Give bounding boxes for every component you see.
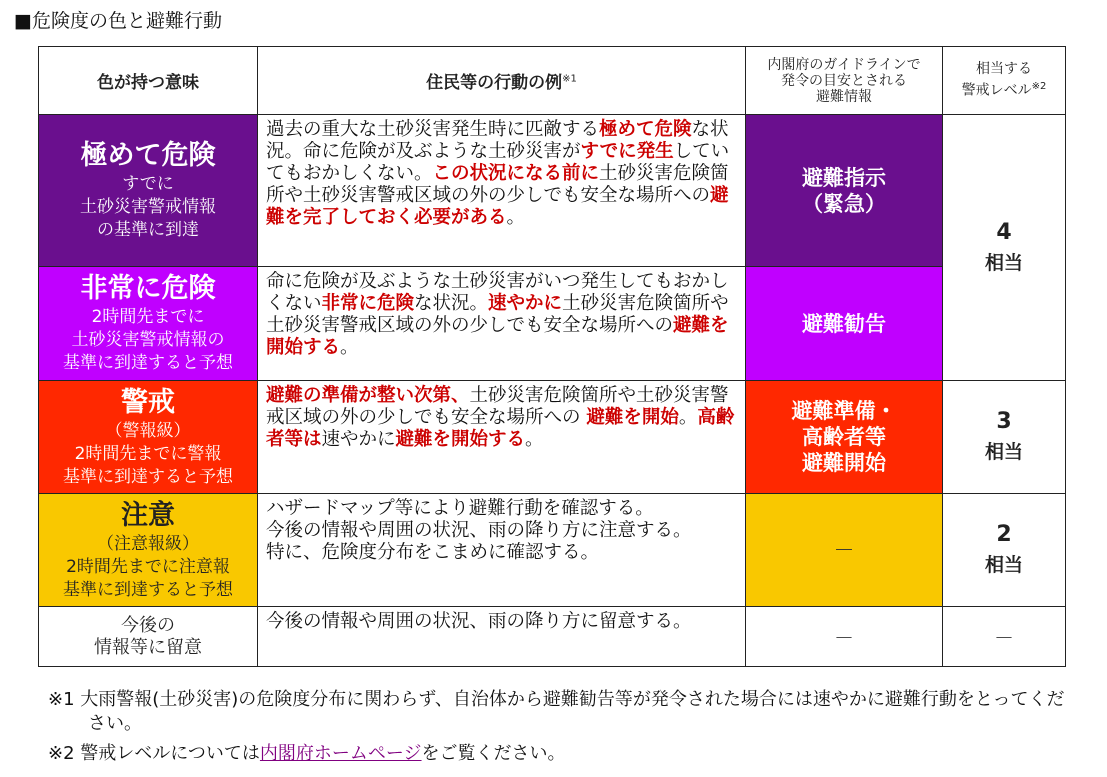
meaning-very-sub3: 基準に到達すると予想: [63, 353, 233, 373]
actions-extreme-t3: な状況。命に危険が及ぶような土砂災害が: [266, 119, 729, 162]
meaning-caution-title: 注意: [121, 499, 175, 531]
header-meaning: 色が持つ意味: [39, 47, 258, 115]
row-extreme-danger: [39, 115, 1066, 267]
level-2: [943, 494, 1066, 607]
actions-warning-t3: 避難を開始: [586, 407, 679, 428]
meaning-very: [39, 267, 258, 381]
footnote-2-prefix: ※2 警戒レベルについては: [48, 743, 260, 764]
actions-very-t2: 非常に危険: [321, 293, 415, 314]
meaning-extreme: [39, 115, 258, 267]
meaning-none-line1: 今後の: [121, 614, 175, 636]
header-level-line2: 警戒レベル: [961, 82, 1032, 99]
actions-very-t7: 。: [340, 337, 359, 358]
level-3-number: 3: [996, 409, 1012, 434]
actions-extreme-t1: 過去の重大な土砂災害発生時に匹敵する: [266, 119, 600, 140]
meaning-caution-sub2: 2時間先までに注意報: [66, 556, 230, 577]
actions-none-t1: 今後の情報や周囲の状況、雨の降り方に留意する。: [266, 611, 692, 632]
actions-extreme-t8: 避難を完了しておく必要がある: [266, 185, 729, 228]
guide-caution-dash: －: [833, 538, 855, 562]
meaning-warning: [39, 381, 258, 494]
actions-extreme-t4: すでに発生: [580, 141, 674, 162]
actions-very-t1: 命に危険が及ぶような土砂災害がいつ発生してもおかしくない: [266, 271, 729, 314]
level-3-label: 相当: [984, 441, 1023, 463]
footnote-2: [48, 742, 1078, 766]
meaning-very-title: 非常に危険: [80, 273, 216, 304]
meaning-very-sub2: 土砂災害警戒情報の: [71, 330, 225, 350]
meaning-warning-title: 警戒: [121, 386, 175, 418]
actions-caution: [258, 494, 746, 607]
guide-warning: [746, 381, 943, 494]
header-guideline: [746, 47, 943, 115]
footnotes: [48, 688, 1078, 766]
actions-very-t3: な状況。: [414, 293, 489, 314]
actions-caution-t3: 特に、危険度分布をこまめに確認する。: [266, 542, 600, 563]
risk-level-table: [38, 46, 1066, 667]
actions-none: [258, 607, 746, 667]
guide-extreme-line2: （緊急）: [802, 191, 886, 216]
meaning-caution-sub3: 基準に到達すると予想: [63, 579, 233, 600]
meaning-caution: [39, 494, 258, 607]
meaning-extreme-title: 極めて危険: [80, 140, 216, 171]
meaning-extreme-sub1: すでに: [122, 174, 174, 194]
guide-warning-line3: 避難開始: [802, 451, 886, 475]
actions-warning-t6: 速やかに: [321, 429, 396, 450]
meaning-none: [39, 607, 258, 667]
guide-extreme: [746, 115, 943, 267]
header-level-note: ※2: [1031, 81, 1047, 93]
meaning-extreme-sub2: 土砂災害警戒情報: [80, 197, 216, 217]
level-none-dash: －: [994, 626, 1014, 650]
meaning-caution-sub1: （注意報級）: [97, 533, 199, 554]
guide-extreme-line1: 避難指示: [802, 165, 886, 190]
guide-caution: [746, 494, 943, 607]
actions-extreme-t5: していてもおかしくない。: [266, 141, 730, 184]
footnote-2-suffix: をご覧ください。: [421, 743, 566, 764]
level-4: [943, 115, 1066, 381]
actions-warning-t5: 高齢者等は: [266, 407, 735, 450]
footnote-1: ※1 大雨警報(土砂災害)の危険度分布に関わらず、自治体から避難勧告等が発令された場合には速やかに避難行動をとってください。: [48, 689, 1065, 734]
header-actions-label: 住民等の行動の例: [426, 73, 563, 93]
level-3: [943, 381, 1066, 494]
header-level-line1: 相当する: [976, 61, 1032, 78]
row-caution: [39, 494, 1066, 607]
level-2-label: 相当: [984, 554, 1023, 576]
meaning-extreme-sub3: の基準に到達: [97, 220, 199, 240]
header-level: [943, 47, 1066, 115]
actions-caution-t2: 今後の情報や周囲の状況、雨の降り方に注意する。: [266, 520, 692, 541]
actions-caution-t1: ハザードマップ等により避難行動を確認する。: [266, 498, 654, 519]
meaning-warning-sub1: （警報級）: [105, 420, 191, 441]
actions-extreme-t9: 。: [506, 207, 526, 228]
actions-warning-t2: 土砂災害危険箇所や土砂災害警戒区域の外の少しでも安全な場所への: [266, 385, 729, 428]
actions-very: [258, 267, 746, 381]
header-actions: [258, 47, 746, 115]
level-2-number: 2: [996, 522, 1012, 547]
header-actions-note: ※1: [562, 73, 577, 85]
guide-warning-line1: 避難準備・: [791, 399, 897, 423]
actions-warning-t1: 避難の準備が整い次第、: [266, 385, 470, 406]
guide-none: [746, 607, 943, 667]
guide-none-dash: －: [834, 626, 854, 650]
cabinet-office-link[interactable]: 内閣府ホームページ: [259, 743, 422, 764]
header-guideline-line3: 避難情報: [816, 88, 872, 105]
level-4-label: 相当: [984, 251, 1023, 274]
actions-warning-t7: 避難を開始する: [395, 429, 526, 450]
meaning-warning-sub2: 2時間先までに警報: [74, 443, 222, 464]
actions-very-t6: 避難を開始する: [266, 315, 729, 358]
actions-extreme: [258, 115, 746, 267]
meaning-very-sub1: 2時間先までに: [91, 307, 205, 327]
actions-very-t5: 土砂災害危険箇所や土砂災害警戒区域の外の少しでも安全な場所への: [266, 293, 729, 336]
level-none: [943, 607, 1066, 667]
actions-extreme-t7: 土砂災害危険箇所や土砂災害警戒区域の外の少しでも安全な場所への: [266, 163, 729, 206]
actions-very-t4: 速やかに: [488, 293, 563, 314]
actions-warning: [258, 381, 746, 494]
row-none: [39, 607, 1066, 667]
guide-very-line1: 避難勧告: [802, 311, 886, 336]
actions-warning-t4: 。: [678, 407, 698, 428]
meaning-none-line2: 情報等に留意: [94, 636, 202, 658]
header-guideline-line1: 内閣府のガイドラインで: [767, 56, 921, 73]
page-title: ■危険度の色と避難行動: [14, 10, 222, 32]
actions-extreme-t2: 極めて危険: [599, 119, 692, 140]
meaning-warning-sub3: 基準に到達すると予想: [63, 466, 233, 487]
header-row: [39, 47, 1066, 115]
header-guideline-line2: 発令の目安とされる: [781, 72, 907, 89]
level-4-number: 4: [996, 219, 1012, 245]
guide-warning-line2: 高齢者等: [802, 425, 886, 449]
row-very-dangerous: [39, 267, 1066, 381]
actions-warning-t8: 。: [525, 429, 544, 450]
guide-very: [746, 267, 943, 381]
row-warning: [39, 381, 1066, 494]
actions-extreme-t6: この状況になる前に: [432, 163, 600, 184]
